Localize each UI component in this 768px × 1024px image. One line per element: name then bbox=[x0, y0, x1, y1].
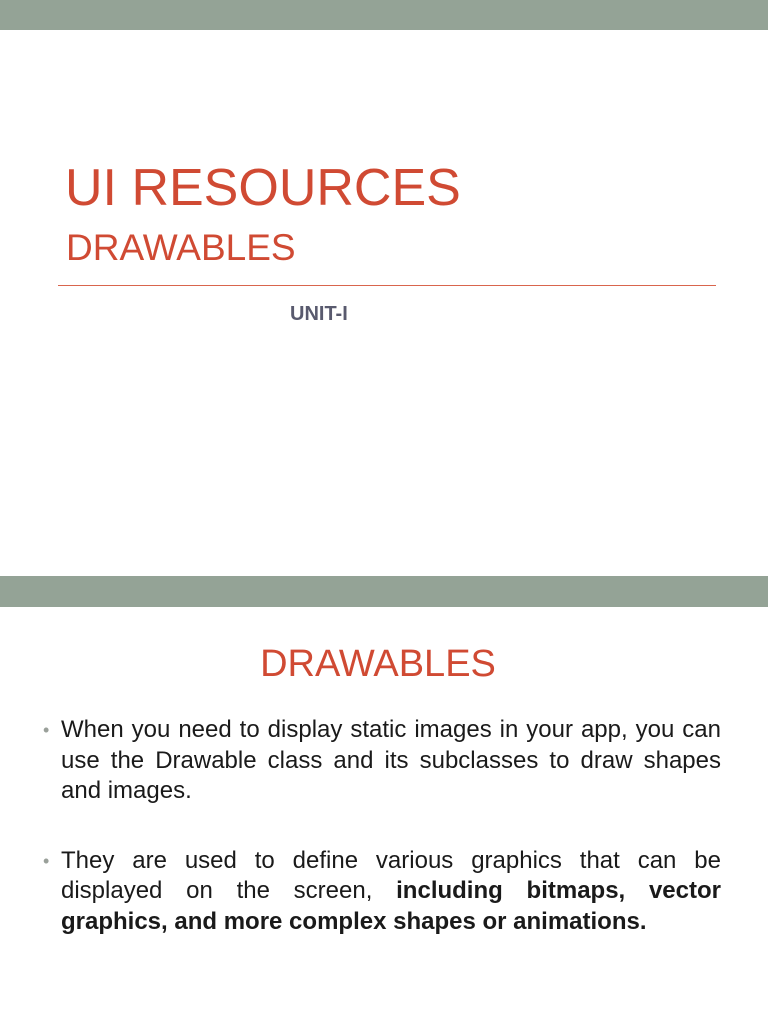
bullet-bold-text: including bitmaps, vector graphics, and more complex shapes or animations. bbox=[61, 877, 721, 935]
unit-label: UNIT-I bbox=[290, 303, 348, 325]
slide-subtitle: DRAWABLES bbox=[66, 227, 296, 268]
top-band bbox=[0, 0, 768, 30]
bullet-text-container bbox=[61, 846, 721, 938]
section-heading: DRAWABLES bbox=[260, 643, 496, 685]
bullet-text: They are used to define various graphics that can be displayed on the screen, bbox=[61, 846, 721, 904]
list-item bbox=[43, 715, 721, 807]
slide-title: UI RESOURCES bbox=[65, 159, 461, 217]
title-divider bbox=[58, 285, 716, 286]
slide-separator-band bbox=[0, 576, 768, 607]
bullet-list bbox=[43, 715, 721, 976]
bullet-icon: • bbox=[43, 720, 50, 740]
list-item bbox=[43, 846, 721, 938]
bullet-text: When you need to display static images in your app, you can use the Drawable class and its subclasses to draw shapes and images. bbox=[61, 716, 721, 804]
bullet-icon: • bbox=[43, 850, 50, 871]
